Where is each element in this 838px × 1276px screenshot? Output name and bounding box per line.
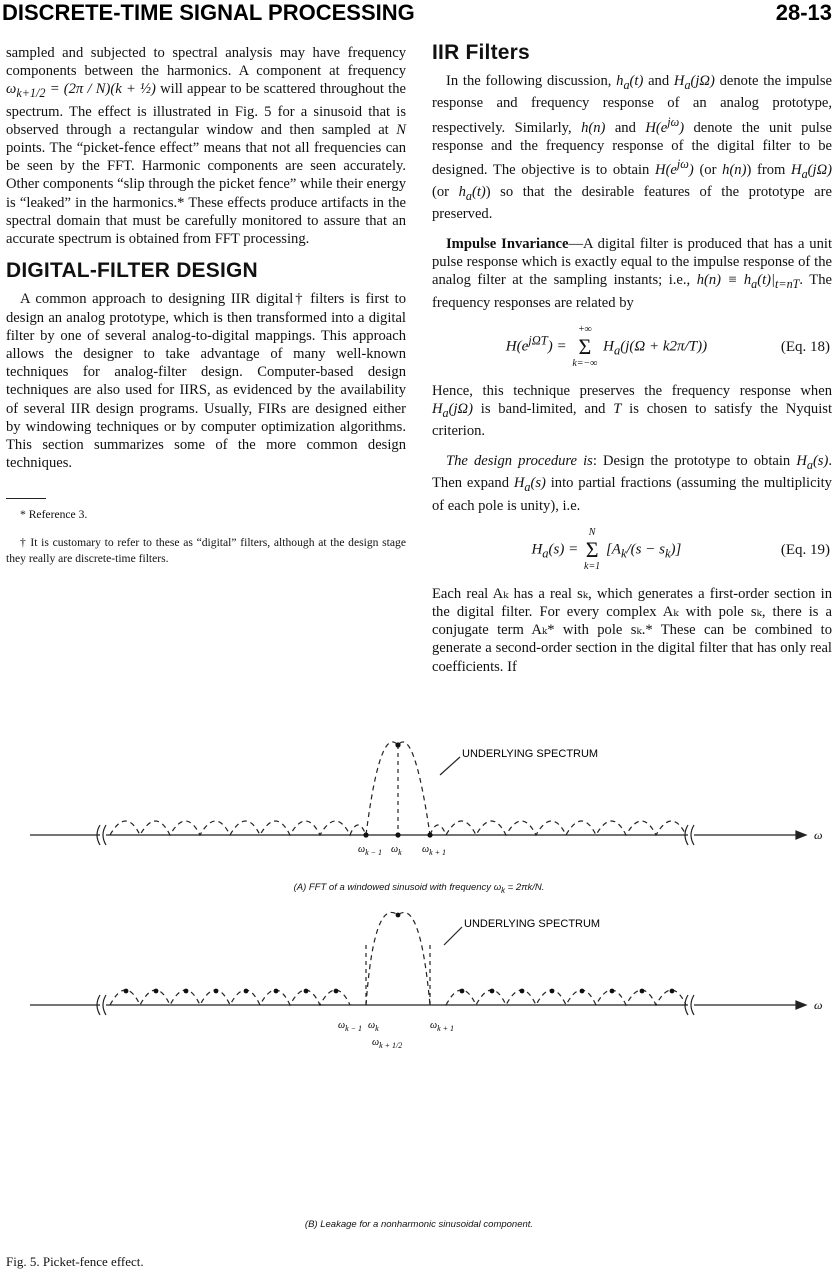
caption-panel-b: (B) Leakage for a nonharmonic sinusoidal component. — [304, 1219, 534, 1230]
axis-arrowhead — [796, 831, 806, 839]
figure-panel-a — [0, 735, 838, 870]
equation-19: $H_a(s)$ = N Σ k=1 $[A_k/(s - s_k)]$ (Eq. 19) — [531, 526, 830, 572]
paragraph-picket-fence: sampled and subjected to spectral analysis may have frequency components between the harmonics. A component at frequency $\omega_{k+1/2} = (2\pi / N)(k$ + ½) will appear to be scattered throughout the spectrum. The effect is illustrated in Fig. 5 for a sinusoid that is observed through a rectangular window and then sampled at N points. The “picket-fence effect” means that not all frequencies can be seen by the FFT. Harmonic components are seen accurately. Other components “slip through the picket fence” while their energy is “leaked” in the harmonics.* These effects produce artifacts in the spectral domain that must be carefully monitored to assure that an accurate spectrum is obtained from FFT processing. — [6, 45, 406, 247]
section-heading-iir-filters: IIR Filters — [432, 41, 530, 64]
caption-panel-a: (A) FFT of a windowed sinusoid with frequency $\omega_k = 2\pi k/N$. — [293, 882, 545, 895]
tick-label-k: $\omega_k$ — [391, 844, 402, 857]
paragraph-band-limited: Hence, this technique preserves the frequency response when $H_a(j\Omega)$ is band-limited, and T is chosen to satisfy the Nyquist criterion. — [432, 382, 832, 440]
sample-point-k-minus-1 — [363, 832, 368, 837]
equation-18: $H(e^{j\Omega T})$ = +∞ Σ k=−∞ $H_a(j(\Omega + k2\pi/T))$ (Eq. 18) — [505, 323, 830, 369]
sample-point-k — [395, 832, 400, 837]
omega-axis-label: ω — [814, 998, 823, 1012]
page-number: 28-13 — [775, 0, 832, 25]
footnote-digital: † It is customary to refer to these as “digital” filters, although at the design stage they really are discrete-time filters. — [6, 536, 406, 566]
underlying-spectrum-label: UNDERLYING SPECTRUM — [462, 748, 599, 760]
tick-label-k-plus-half: $\omega_{k + 1/2}$ — [372, 1037, 403, 1050]
paragraph-impulse-invariance: Impulse Invariance—A digital filter is produced that has a unit pulse response which is exactly equal to the impulse response of the analog filter at the sampling instants; i.e., $h(n) \equiv h_a(t)|_{t=nT}$. The frequency responses are related by — [432, 236, 833, 311]
equation-number-19: (Eq. 19) — [780, 541, 830, 558]
right-column — [432, 41, 833, 688]
label-leader-line — [440, 757, 460, 775]
main-lobe — [366, 912, 430, 1005]
figure-panel-b — [0, 905, 838, 1235]
panel-a-diagram — [0, 735, 838, 870]
section-heading-digital-filter-design: DIGITAL-FILTER DESIGN — [6, 259, 258, 283]
sample-point-k-plus-1 — [427, 832, 432, 837]
running-head — [0, 0, 838, 30]
paragraph-iir-intro: In the following discussion, $h_a(t)$ and $H_a(j\Omega)$ denote the impulse response and frequency response of an analog prototype, respectively. Similarly, h(n) and $H(e^{j\omega})$ denote the unit pulse response and the frequency response of the digital filter to be designed. The objective is to obtain $H(e^{j\omega})$ (or h(n)) from $H_a(j\Omega)$ (or $h_a(t)$) so that the desirable features of the prototype are preserved. — [432, 73, 833, 222]
underlying-spectrum-label: UNDERLYING SPECTRUM — [464, 918, 601, 930]
summation-symbol: +∞ Σ k=−∞ — [572, 323, 598, 369]
peak-point — [395, 742, 400, 747]
figure-caption: Fig. 5. Picket-fence effect. — [6, 1254, 144, 1269]
left-column — [6, 44, 406, 579]
equation-number-18: (Eq. 18) — [780, 338, 830, 355]
tick-label-k-plus-1: $\omega_{k + 1}$ — [422, 844, 447, 857]
tick-label-k-minus-1: $\omega_{k - 1}$ — [338, 1020, 363, 1033]
footnote-rule — [6, 498, 46, 499]
peak-point — [396, 913, 401, 918]
tick-label-k: $\omega_k$ — [368, 1020, 379, 1033]
sidelobe-curve — [110, 990, 686, 1005]
tick-label-k-plus-1: $\omega_{k + 1}$ — [430, 1020, 455, 1033]
running-head-title: DISCRETE-TIME SIGNAL PROCESSING — [2, 0, 415, 25]
footnote-reference: * Reference 3. — [20, 508, 88, 522]
omega-axis-label: ω — [814, 828, 823, 842]
tick-label-k-minus-1: $\omega_{k - 1}$ — [358, 844, 383, 857]
paragraph-design-procedure: The design procedure is: Design the prototype to obtain $H_a(s)$. Then expand $H_a(s)$ into partial fractions (assuming the multiplicity of each pole is unity), i.e. — [432, 453, 832, 514]
summation-symbol: N Σ k=1 — [584, 526, 601, 572]
paragraph-pole-pairs: Each real Aₖ has a real sₖ, which generates a first-order section in the digital filter. For every complex Aₖ with pole sₖ, there is a conjugate term Aₖ* with pole sₖ.* These can be combined to generate a second-order section in the digital filter that has only real coefficients. If — [432, 585, 832, 675]
paragraph-design-approach: A common approach to designing IIR digital† filters is first to design an analog prototype, which is then transformed into a digital filter by one of several analog-to-digital mappings. This approach allows the designer to take advantage of many well-known techniques for analog-filter design. Computer-based design techniques are also used for IIRS, as evidenced by the availability of several IIR design programs. Usually, FIRs are designed either by windowing techniques or by computer optimization algorithms. This section summarizes some of the more common design techniques. — [6, 291, 406, 472]
axis-arrowhead — [796, 1001, 806, 1009]
label-leader-line — [444, 927, 462, 945]
panel-b-diagram — [0, 905, 838, 1095]
